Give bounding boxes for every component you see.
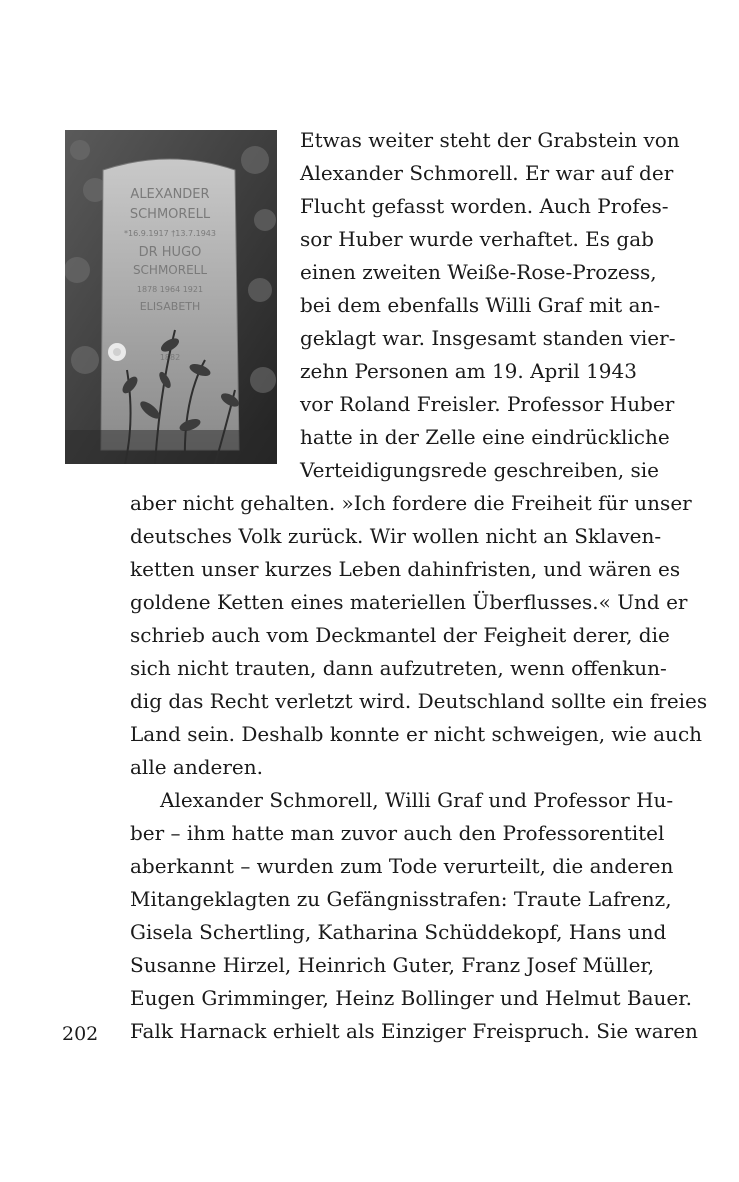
text-line: einen zweiten Weiße-Rose-Prozess, bbox=[300, 260, 657, 284]
text-line: goldene Ketten eines materiellen Überflusses.« Und er bbox=[130, 590, 688, 614]
text-line: Gisela Schertling, Katharina Schüddekopf, Hans und bbox=[130, 920, 667, 944]
text-line: Land sein. Deshalb konnte er nicht schweigen, wie auch bbox=[130, 722, 703, 746]
text-line: Alexander Schmorell, Willi Graf und Professor Hu- bbox=[160, 788, 674, 812]
gravestone-inscription: 1882 bbox=[159, 353, 181, 362]
text-line: sor Huber wurde verhaftet. Es gab bbox=[300, 227, 654, 251]
gravestone-inscription: ALEXANDER bbox=[130, 187, 210, 202]
gravestone-inscription: DR HUGO bbox=[138, 245, 202, 260]
text-line: ketten unser kurzes Leben dahinfristen, und wären es bbox=[130, 557, 681, 581]
text-line: Verteidigungsrede geschreiben, sie bbox=[300, 458, 660, 482]
text-line: schrieb auch vom Deckmantel der Feigheit derer, die bbox=[130, 623, 670, 647]
text-line: geklagt war. Insgesamt standen vier- bbox=[300, 326, 676, 350]
gravestone-inscription: SCHMORELL bbox=[129, 207, 211, 222]
text-line: alle anderen. bbox=[130, 755, 263, 779]
text-line: deutsches Volk zurück. Wir wollen nicht an Sklaven- bbox=[130, 524, 662, 548]
text-line: Falk Harnack erhielt als Einziger Freispruch. Sie waren bbox=[130, 1019, 698, 1043]
text-line: Alexander Schmorell. Er war auf der bbox=[300, 161, 674, 185]
text-line: Eugen Grimminger, Heinz Bollinger und Helmut Bauer. bbox=[130, 986, 692, 1010]
gravestone-inscription: SCHMORELL bbox=[132, 263, 208, 277]
text-line: aberkannt – wurden zum Tode verurteilt, die anderen bbox=[130, 854, 674, 878]
text-line: zehn Personen am 19. April 1943 bbox=[300, 359, 637, 383]
text-line: Flucht gefasst worden. Auch Profes- bbox=[300, 194, 669, 218]
gravestone-inscription: 1878 1964 1921 bbox=[136, 285, 204, 294]
text-line: Susanne Hirzel, Heinrich Guter, Franz Josef Müller, bbox=[130, 953, 655, 977]
text-line: aber nicht gehalten. »Ich fordere die Freiheit für unser bbox=[130, 491, 692, 515]
text-line: bei dem ebenfalls Willi Graf mit an- bbox=[300, 293, 661, 317]
text-line: hatte in der Zelle eine eindrückliche bbox=[300, 425, 670, 449]
text-line: ber – ihm hatte man zuvor auch den Professorentitel bbox=[130, 821, 665, 845]
text-line: sich nicht trauten, dann aufzutreten, wenn offenkun- bbox=[130, 656, 667, 680]
page-number: 202 bbox=[62, 1023, 99, 1045]
text-line: vor Roland Freisler. Professor Huber bbox=[300, 392, 675, 416]
gravestone-inscription: *16.9.1917 †13.7.1943 bbox=[124, 229, 216, 238]
gravestone-inscription: ELISABETH bbox=[139, 300, 201, 313]
gravestone-photo bbox=[65, 130, 277, 464]
gravestone-illustration bbox=[65, 130, 277, 464]
text-line: Mitangeklagten zu Gefängnisstrafen: Traute Lafrenz, bbox=[130, 887, 672, 911]
text-line: dig das Recht verletzt wird. Deutschland sollte ein freies bbox=[130, 689, 708, 713]
text-line: Etwas weiter steht der Grabstein von bbox=[300, 128, 680, 152]
